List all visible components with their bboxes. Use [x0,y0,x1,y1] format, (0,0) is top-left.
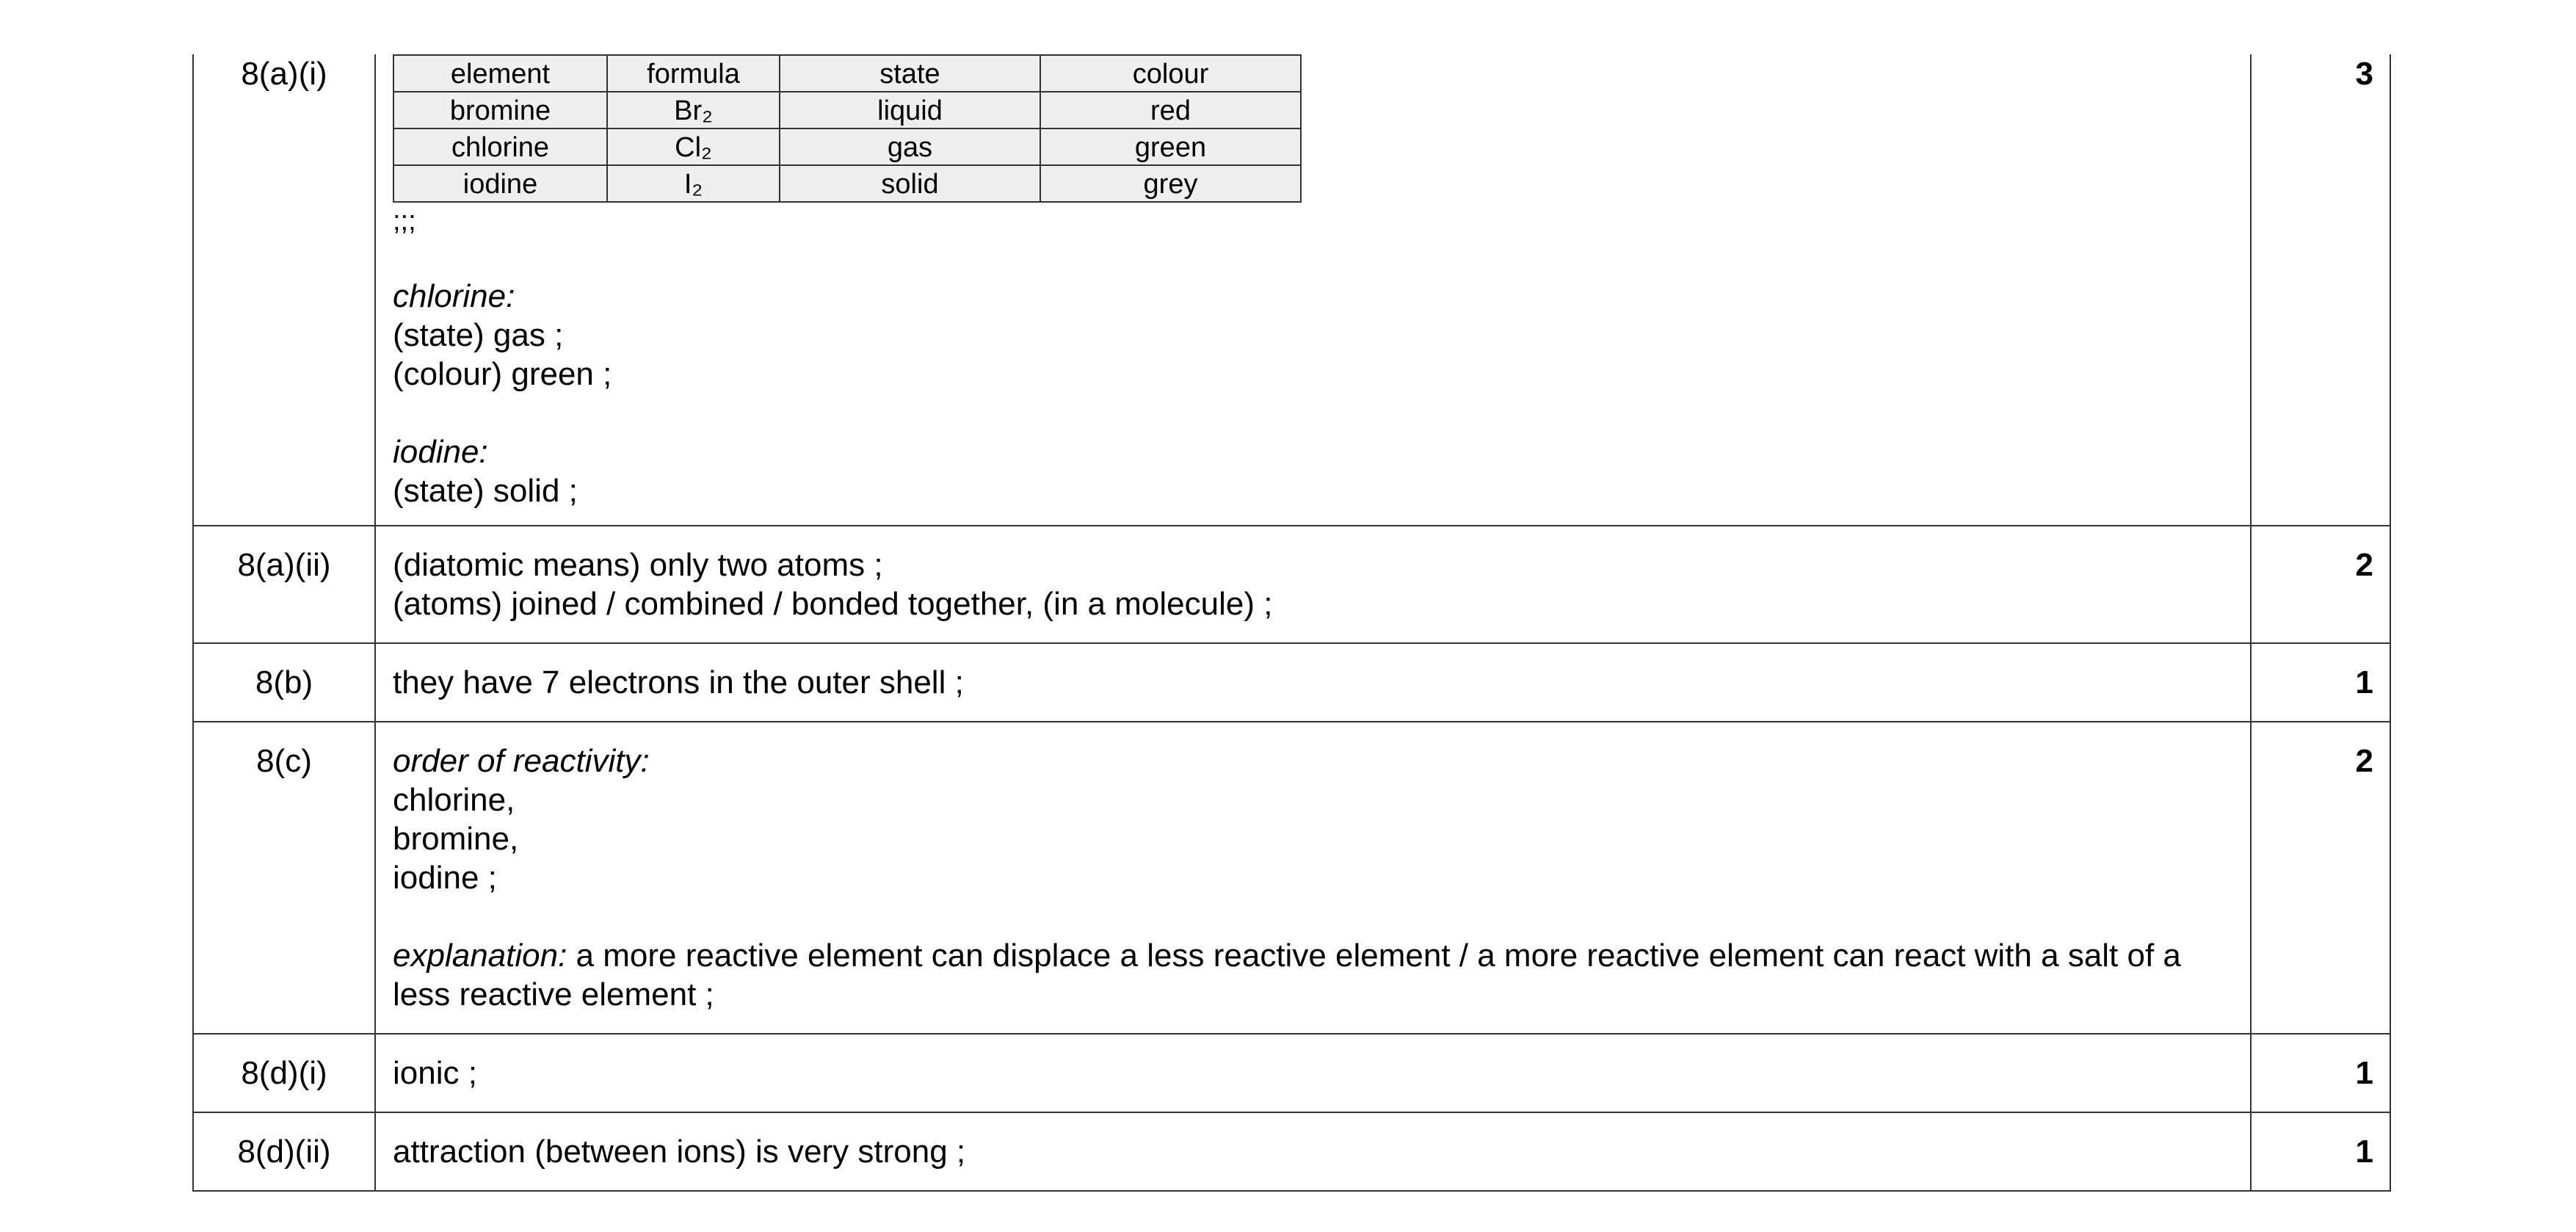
chlorine-heading: chlorine: [393,278,515,314]
question-number: 8(d)(i) [193,1034,375,1112]
answer-cell [375,1112,2251,1191]
cell-formula: I₂ [607,165,780,202]
marks-indicator: ;;; [393,206,416,236]
marks: 1 [2251,1034,2390,1112]
marks: 1 [2251,643,2390,722]
iodine-heading: iodine: [393,434,488,470]
answer-line: (diatomic means) only two atoms ; [393,547,883,583]
mark-scheme-row [193,526,2390,643]
cell-colour: grey [1040,165,1301,202]
mark-scheme-row [193,643,2390,722]
chlorine-state: (state) gas ; [393,317,564,353]
answer-cell [375,1034,2251,1112]
cell-element: iodine [393,165,607,202]
mark-scheme-row [193,1112,2390,1191]
elements-table-row [393,128,1301,165]
answer-cell [375,526,2251,643]
answer-cell [375,643,2251,722]
mark-scheme-row [193,1034,2390,1112]
cell-formula: Cl₂ [607,128,780,165]
header-element: element [393,55,607,92]
mark-scheme-row [193,722,2390,1034]
order-heading: order of reactivity: [393,743,650,779]
marks: 1 [2251,1112,2390,1191]
question-number: 8(d)(ii) [193,1112,375,1191]
elements-table-row [393,92,1301,128]
question-number: 8(c) [193,722,375,1034]
answer-line: ionic ; [393,1055,477,1091]
mark-scheme-table [192,54,2391,1192]
header-formula: formula [607,55,780,92]
mark-scheme-row [193,54,2390,526]
answer-line: they have 7 electrons in the outer shell ; [393,664,964,700]
iodine-state: (state) solid ; [393,473,578,509]
cell-state: gas [780,128,1040,165]
explanation-label: explanation: [393,938,567,974]
explanation-text: a more reactive element can displace a less reactive element / a more reactive element can react with a salt of a less reactive element ; [393,938,2181,1012]
answer-cell [375,722,2251,1034]
cell-formula: Br₂ [607,92,780,128]
elements-table [393,54,1302,203]
cell-colour: red [1040,92,1301,128]
cell-element: bromine [393,92,607,128]
order-line: iodine ; [393,860,497,896]
chlorine-colour: (colour) green ; [393,356,612,392]
elements-table-header [393,55,1301,92]
header-state: state [780,55,1040,92]
answer-line: (atoms) joined / combined / bonded together, (in a molecule) ; [393,586,1273,622]
answer-cell [375,54,2251,526]
marks: 2 [2251,526,2390,643]
marks: 2 [2251,722,2390,1034]
order-line: chlorine, [393,782,515,818]
cell-element: chlorine [393,128,607,165]
question-number: 8(b) [193,643,375,722]
question-number: 8(a)(i) [193,54,375,526]
cell-colour: green [1040,128,1301,165]
answer-line: attraction (between ions) is very strong ; [393,1134,966,1170]
elements-table-row [393,165,1301,202]
order-line: bromine, [393,821,519,857]
marks: 3 [2251,54,2390,526]
cell-state: liquid [780,92,1040,128]
explanation [393,936,2235,1014]
question-number: 8(a)(ii) [193,526,375,643]
cell-state: solid [780,165,1040,202]
header-colour: colour [1040,55,1301,92]
